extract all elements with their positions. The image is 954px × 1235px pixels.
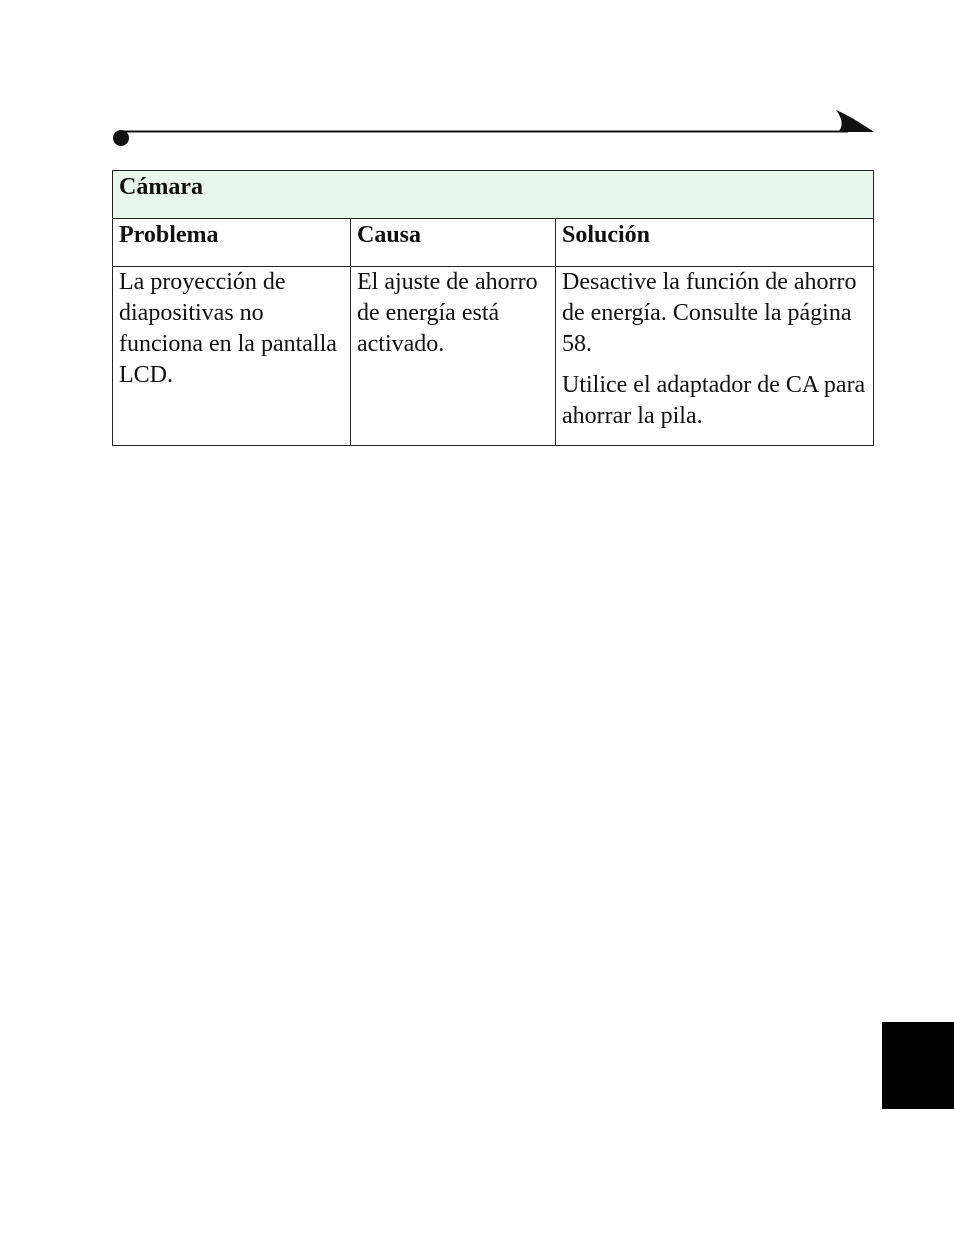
header-problem: Problema — [113, 219, 351, 267]
problem-text: La proyección de diapositivas no funciona en la pantalla LCD. — [119, 269, 337, 388]
section-title: Cámara — [113, 171, 874, 219]
solution-cell — [556, 267, 874, 446]
header-solution: Solución — [556, 219, 874, 267]
cause-cell — [351, 267, 556, 446]
cause-text: El ajuste de ahorro de energía está activado. — [357, 269, 538, 357]
table-header-row — [113, 219, 874, 267]
thumb-tab — [882, 1022, 954, 1109]
table-row — [113, 267, 874, 446]
arrowhead-icon — [836, 110, 874, 132]
table-section-row — [113, 171, 874, 219]
solution-text-1: Desactive la función de ahorro de energía. Consulte la página 58. — [562, 269, 857, 357]
solution-text-2: Utilice el adaptador de CA para ahorrar la pila. — [562, 372, 866, 429]
troubleshooting-table — [112, 170, 874, 446]
header-rule — [108, 106, 876, 150]
problem-cell — [113, 267, 351, 446]
header-cause: Causa — [351, 219, 556, 267]
